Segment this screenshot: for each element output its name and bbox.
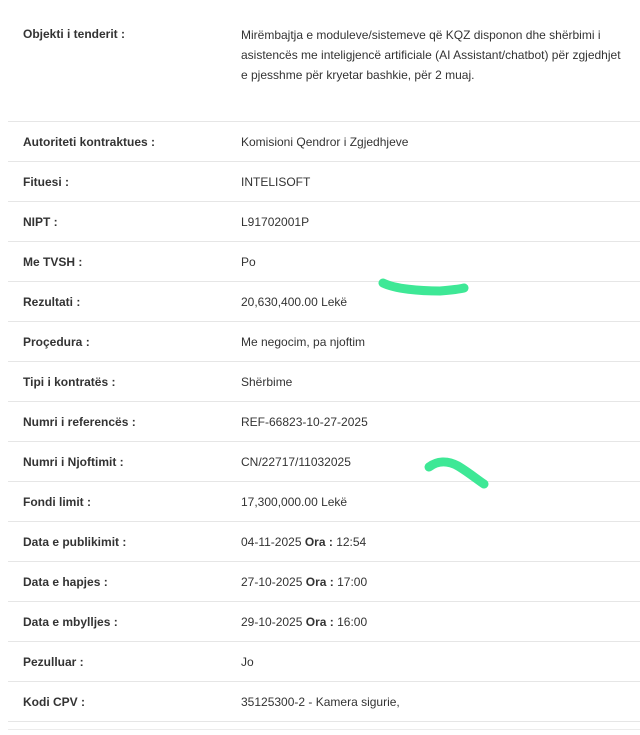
field-value: 17,300,000.00 Lekë: [231, 482, 640, 522]
field-value: [231, 522, 640, 562]
detail-row: [8, 162, 640, 202]
time-label: Ora :: [304, 534, 333, 549]
date-value: 29-10-2025: [241, 614, 303, 629]
date-value: 04-11-2025: [241, 534, 302, 549]
field-value: 20,630,400.00 Lekë: [231, 282, 640, 322]
field-value: [231, 562, 640, 602]
time-label: Ora :: [305, 614, 334, 629]
field-value: Shërbime: [231, 362, 640, 402]
field-value: Mirëmbajtja e moduleve/sistemeve që KQZ disponon dhe shërbimi i asistencës me inteligjencë artificiale (AI Assistant/chatbot) për zgjedhjet e pjesshme për kryetar bashkie, për 2 muaj.: [231, 8, 640, 122]
field-label: Me TVSH :: [8, 242, 231, 282]
detail-row: [8, 322, 640, 362]
detail-row: [8, 202, 640, 242]
field-value: Me negocim, pa njoftim: [231, 322, 640, 362]
field-label: Fituesi :: [8, 162, 231, 202]
field-label: NIPT :: [8, 202, 231, 242]
detail-row: [8, 522, 640, 562]
time-value: 12:54: [336, 534, 367, 549]
time-value: 16:00: [337, 614, 368, 629]
detail-row: [8, 8, 640, 122]
field-label: Autoriteti kontraktues :: [8, 122, 231, 162]
date-value: 27-10-2025: [241, 574, 303, 589]
field-label: Objekti i tenderit :: [8, 8, 231, 122]
field-label: Rezultati :: [8, 282, 231, 322]
detail-row: [8, 442, 640, 482]
detail-row: [8, 562, 640, 602]
field-label: Numri i referencës :: [8, 402, 231, 442]
field-label: Data e mbylljes :: [8, 602, 231, 642]
field-value: 35125300-2 - Kamera sigurie,: [231, 682, 640, 722]
field-label: Pezulluar :: [8, 642, 231, 682]
field-label: Numri i Njoftimit :: [8, 442, 231, 482]
detail-row: [8, 642, 640, 682]
field-label: Data e publikimit :: [8, 522, 231, 562]
detail-row: [8, 402, 640, 442]
field-value: [231, 602, 640, 642]
field-label: Proçedura :: [8, 322, 231, 362]
tender-details-body: [8, 8, 640, 722]
field-label: Tipi i kontratës :: [8, 362, 231, 402]
detail-row: [8, 482, 640, 522]
field-value: Komisioni Qendror i Zgjedhjeve: [231, 122, 640, 162]
field-value: Po: [231, 242, 640, 282]
tender-details-table: [8, 8, 640, 722]
field-value: REF-66823-10-27-2025: [231, 402, 640, 442]
bottom-divider: [8, 729, 640, 730]
field-label: Data e hapjes :: [8, 562, 231, 602]
time-value: 17:00: [337, 574, 368, 589]
detail-row: [8, 282, 640, 322]
time-label: Ora :: [305, 574, 334, 589]
field-value: Jo: [231, 642, 640, 682]
field-value: INTELISOFT: [231, 162, 640, 202]
detail-row: [8, 602, 640, 642]
detail-row: [8, 362, 640, 402]
field-value: L91702001P: [231, 202, 640, 242]
detail-row: [8, 682, 640, 722]
detail-row: [8, 122, 640, 162]
field-label: Fondi limit :: [8, 482, 231, 522]
field-label: Kodi CPV :: [8, 682, 231, 722]
field-value: CN/22717/11032025: [231, 442, 640, 482]
detail-row: [8, 242, 640, 282]
